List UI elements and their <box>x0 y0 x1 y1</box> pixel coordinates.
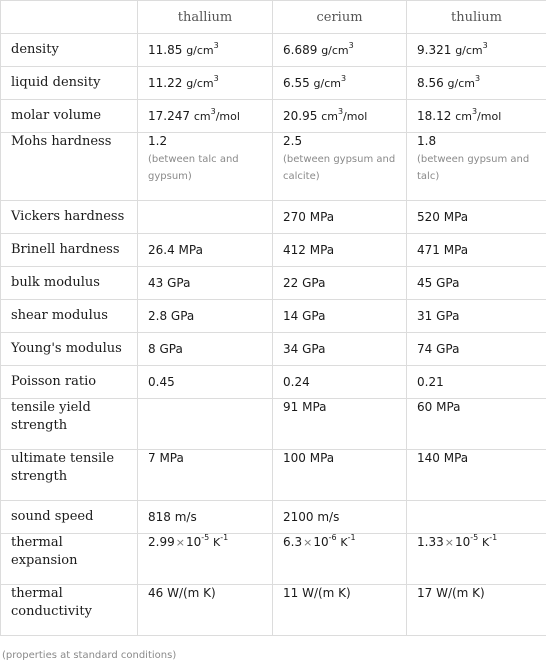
cell-cerium: 14 GPa <box>273 300 407 333</box>
row-brinell-hardness <box>1 234 546 267</box>
cell-cerium: 412 MPa <box>273 234 407 267</box>
cell-thallium: 7 MPa <box>138 450 273 501</box>
cell-thulium: 0.21 <box>407 366 546 399</box>
cell-thulium: 1.8 (between gypsum and talc) <box>407 133 546 201</box>
cell-cerium: 11 W/(m K) <box>273 585 407 636</box>
header-row <box>1 1 546 34</box>
row-label: density <box>1 34 138 67</box>
cell-thallium: 1.2 (between talc and gypsum) <box>138 133 273 201</box>
cell-thallium: 17.247 $cm^3$/mol <box>138 100 273 133</box>
cell-thallium: $2.99\times 10^{-5}$ $K^{-1}$ <box>138 534 273 585</box>
cell-cerium: 2100 m/s <box>273 501 407 534</box>
row-mohs-hardness <box>1 133 546 201</box>
cell-thulium: 74 GPa <box>407 333 546 366</box>
cell-thallium: 8 GPa <box>138 333 273 366</box>
cell-cerium: $6.3\times 10^{-6}$ $K^{-1}$ <box>273 534 407 585</box>
cell-cerium: 20.95 $cm^3$/mol <box>273 100 407 133</box>
row-label: liquid density <box>1 67 138 100</box>
cell-cerium: 2.5 (between gypsum and calcite) <box>273 133 407 201</box>
cell-thallium: 43 GPa <box>138 267 273 300</box>
cell-thulium: $1.33\times 10^{-5}$ $K^{-1}$ <box>407 534 546 585</box>
row-density <box>1 34 546 67</box>
cell-thulium: 17 W/(m K) <box>407 585 546 636</box>
cell-thulium: 18.12 $cm^3$/mol <box>407 100 546 133</box>
row-label: thermal expansion <box>1 534 138 585</box>
cell-thallium: 11.85 $g/cm^3$ <box>138 34 273 67</box>
row-label: bulk modulus <box>1 267 138 300</box>
cell-thulium: 520 MPa <box>407 201 546 234</box>
cell-cerium: 6.689 $g/cm^3$ <box>273 34 407 67</box>
cell-thulium: 9.321 $g/cm^3$ <box>407 34 546 67</box>
cell-thulium: 45 GPa <box>407 267 546 300</box>
row-liquid-density <box>1 67 546 100</box>
cell-thallium: 2.8 GPa <box>138 300 273 333</box>
row-label: Brinell hardness <box>1 234 138 267</box>
header-thulium: thulium <box>407 1 546 34</box>
row-thermal-expansion <box>1 534 546 585</box>
cell-thulium: 60 MPa <box>407 399 546 450</box>
mohs-note: (between gypsum and calcite) <box>283 154 396 182</box>
cell-cerium: 270 MPa <box>273 201 407 234</box>
cell-thallium <box>138 201 273 234</box>
cell-thulium: 31 GPa <box>407 300 546 333</box>
header-empty <box>1 1 138 34</box>
cell-thallium: 26.4 MPa <box>138 234 273 267</box>
cell-thallium: 818 m/s <box>138 501 273 534</box>
row-bulk-modulus <box>1 267 546 300</box>
row-label: ultimate tensile strength <box>1 450 138 501</box>
row-tensile-yield-strength <box>1 399 546 450</box>
row-label: shear modulus <box>1 300 138 333</box>
row-poisson-ratio <box>1 366 546 399</box>
cell-cerium: 91 MPa <box>273 399 407 450</box>
row-label: Young's modulus <box>1 333 138 366</box>
row-sound-speed <box>1 501 546 534</box>
row-label: sound speed <box>1 501 138 534</box>
cell-cerium: 22 GPa <box>273 267 407 300</box>
row-molar-volume <box>1 100 546 133</box>
row-label: molar volume <box>1 100 138 133</box>
row-vickers-hardness <box>1 201 546 234</box>
row-label: Poisson ratio <box>1 366 138 399</box>
mohs-note: (between gypsum and talc) <box>417 154 530 182</box>
cell-thulium: 140 MPa <box>407 450 546 501</box>
cell-thallium: 11.22 $g/cm^3$ <box>138 67 273 100</box>
cell-cerium: 34 GPa <box>273 333 407 366</box>
cell-cerium: 0.24 <box>273 366 407 399</box>
cell-cerium: 6.55 $g/cm^3$ <box>273 67 407 100</box>
cell-cerium: 100 MPa <box>273 450 407 501</box>
row-label: thermal conductivity <box>1 585 138 636</box>
footnote: (properties at standard conditions) <box>2 650 177 661</box>
cell-thallium: 46 W/(m K) <box>138 585 273 636</box>
row-youngs-modulus <box>1 333 546 366</box>
cell-thulium: 471 MPa <box>407 234 546 267</box>
header-thallium: thallium <box>138 1 273 34</box>
row-label: Vickers hardness <box>1 201 138 234</box>
row-thermal-conductivity <box>1 585 546 636</box>
row-label: tensile yield strength <box>1 399 138 450</box>
cell-thulium <box>407 501 546 534</box>
row-shear-modulus <box>1 300 546 333</box>
row-label: Mohs hardness <box>1 133 138 201</box>
cell-thallium: 0.45 <box>138 366 273 399</box>
cell-thulium: 8.56 $g/cm^3$ <box>407 67 546 100</box>
cell-thallium <box>138 399 273 450</box>
header-cerium: cerium <box>273 1 407 34</box>
row-ultimate-tensile-strength <box>1 450 546 501</box>
mohs-note: (between talc and gypsum) <box>148 154 239 182</box>
